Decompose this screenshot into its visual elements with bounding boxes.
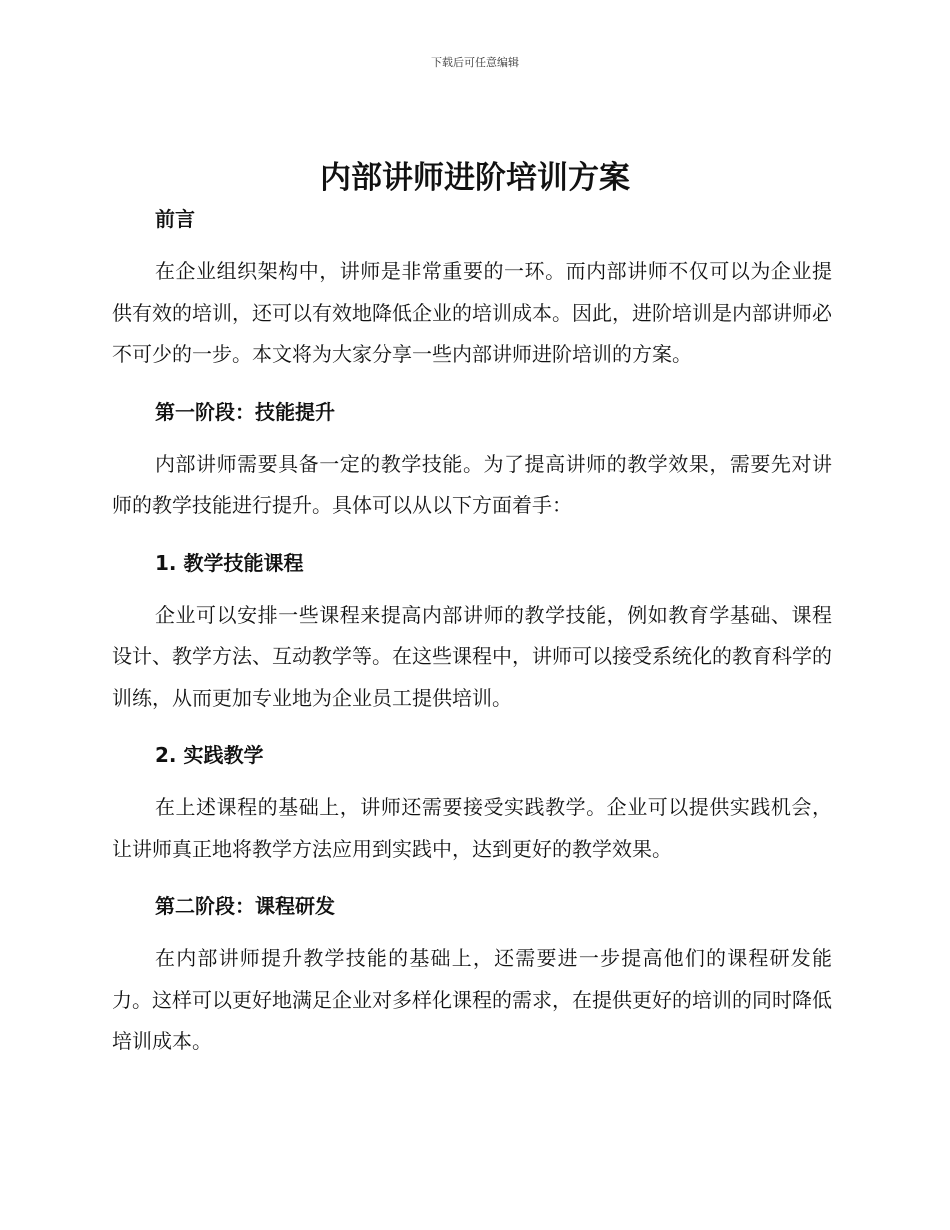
preface-heading: 前言: [155, 207, 195, 231]
stage1-heading: 第一阶段：技能提升: [155, 399, 335, 424]
stage2-heading: 第二阶段：课程研发: [155, 894, 335, 918]
item2-paragraph: 在上述课程的基础上，讲师还需要接受实践教学。企业可以提供实践机会，让讲师真正地将教学方法应用到实践中，达到更好的教学效果。: [112, 795, 832, 861]
stage1-paragraph: 内部讲师需要具备一定的教学技能。为了提高讲师的教学效果，需要先对讲师的教学技能进行提升。具体可以从以下方面着手：: [112, 451, 832, 517]
header-note: 下载后可任意编辑: [431, 56, 519, 69]
preface-paragraph: 在企业组织架构中，讲师是非常重要的一环。而内部讲师不仅可以为企业提供有效的培训，还可以有效地降低企业的培训成本。因此，进阶培训是内部讲师必不可少的一步。本文将为大家分享一些内部讲师进阶培训的方案。: [112, 259, 832, 366]
stage2-paragraph: 在内部讲师提升教学技能的基础上，还需要进一步提高他们的课程研发能力。这样可以更好地满足企业对多样化课程的需求，在提供更好的培训的同时降低培训成本。: [112, 946, 832, 1053]
document-body: [112, 201, 832, 1063]
document-title: 内部讲师进阶培训方案: [320, 160, 630, 196]
item1-paragraph: 企业可以安排一些课程来提高内部讲师的教学技能，例如教育学基础、课程设计、教学方法、互动教学等。在这些课程中，讲师可以接受系统化的教育科学的训练，从而更加专业地为企业员工提供培训。: [112, 602, 832, 710]
item1-heading: 1. 教学技能课程: [155, 550, 304, 575]
item2-heading: 2. 实践教学: [155, 743, 264, 767]
